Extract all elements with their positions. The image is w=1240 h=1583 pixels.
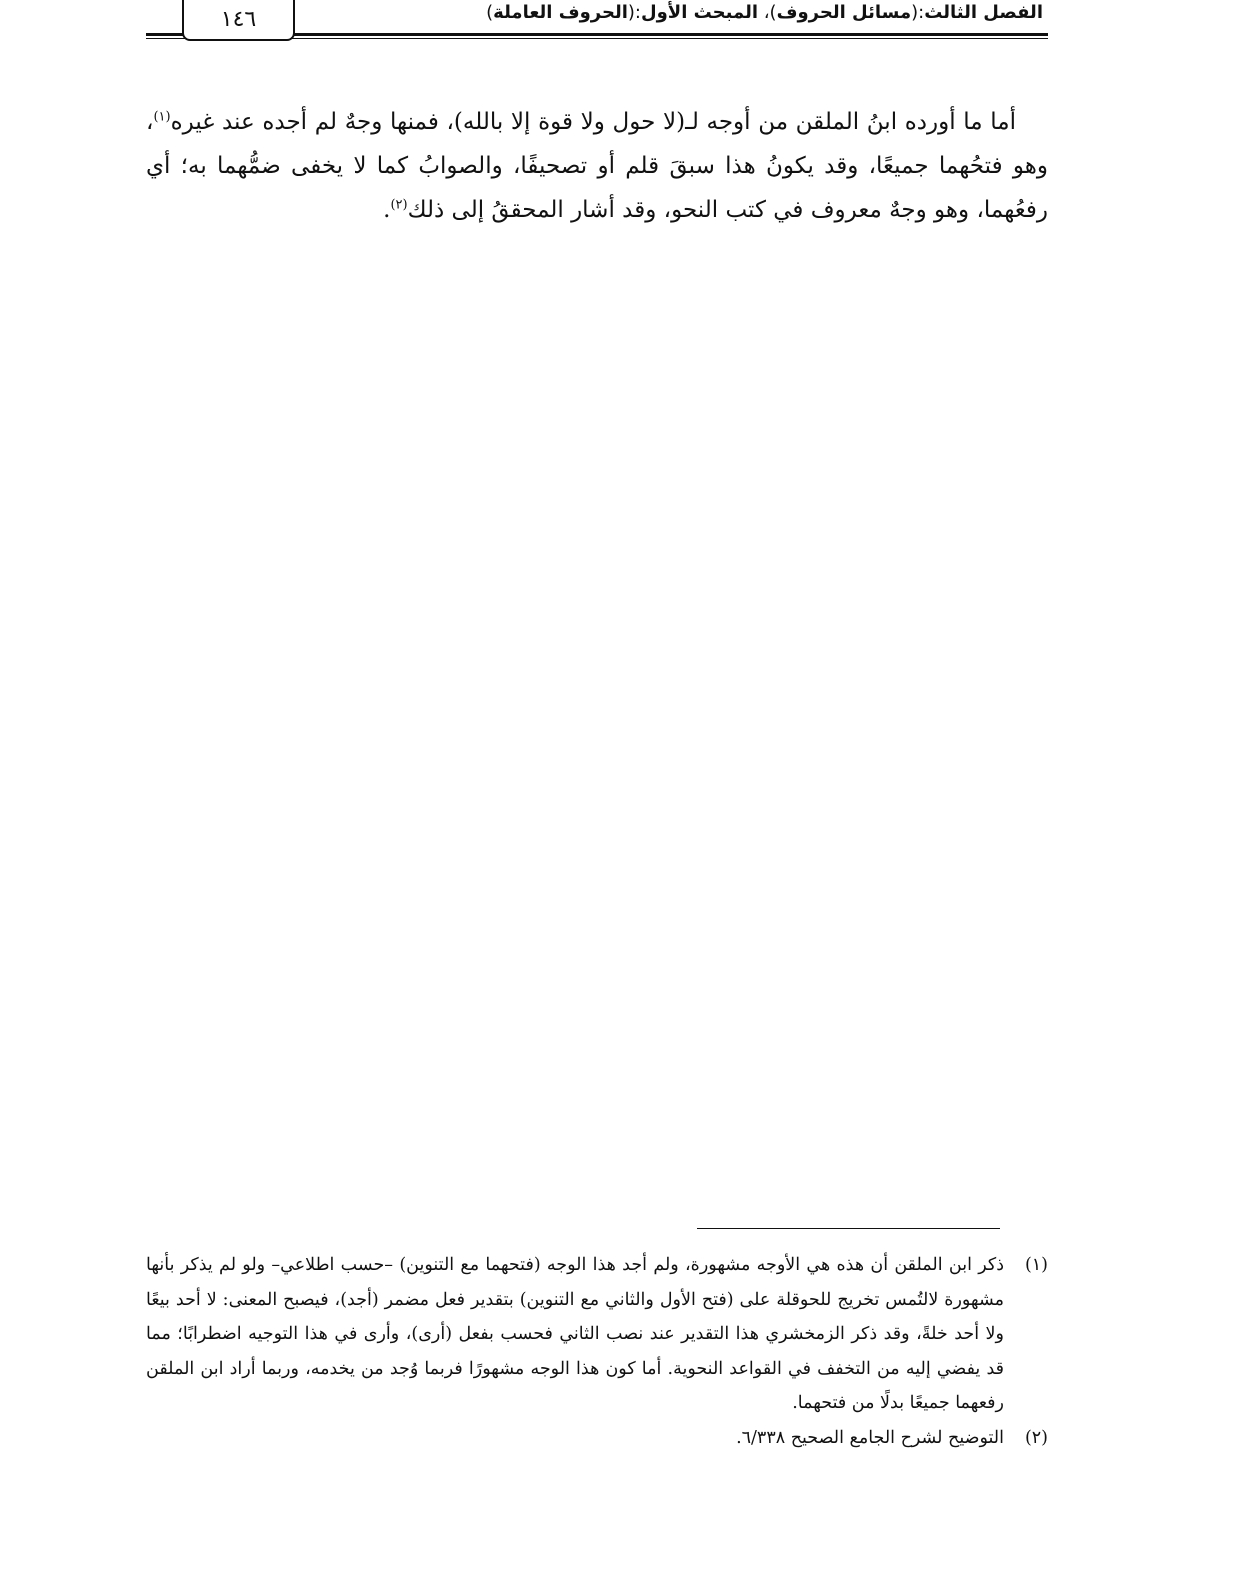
footnote-1 [146, 1248, 1048, 1421]
header-separator: :( [911, 2, 925, 23]
header-title [486, 2, 1043, 23]
paragraph [146, 100, 1048, 232]
footnote-reference-2: (٢) [390, 197, 408, 213]
page-number: ١٤٦ [182, 0, 295, 41]
footnote-number: (١) [1024, 1255, 1048, 1275]
paragraph-text: ، وهو فتحُهما جميعًا، وقد يكونُ هذا سبقَ قلم أو تصحيفًا، والصوابُ كما لا يخفى ضمُّهما به؛ أي رفعُهما، وهو وجهٌ معروف في كتب النحو، وقد أشار المحققُ إلى ذلك [146, 109, 1048, 223]
footnote-text: التوضيح لشرح الجامع الصحيح ٦/٣٣٨. [736, 1427, 1004, 1448]
paragraph-text: . [383, 197, 391, 223]
paragraph-text: أما ما أورده ابنُ الملقن من أوجه لـ(لا حول ولا قوة إلا بالله)، فمنها وجهٌ لم أجده عند غيره [170, 109, 1016, 135]
header-subtopic: الحروف العاملة [493, 2, 628, 23]
header-separator: ) [486, 2, 494, 23]
main-paragraph [146, 100, 1048, 232]
footnote-reference-1: (١) [153, 109, 171, 125]
footnote-2 [146, 1421, 1048, 1456]
footnotes [146, 1248, 1048, 1455]
footnote-separator [697, 1228, 1000, 1229]
header-topic: مسائل الحروف [776, 2, 912, 23]
header-subsection: المبحث الأول [640, 2, 759, 23]
footnote-text: ذكر ابن الملقن أن هذه هي الأوجه مشهورة، ولم أجد هذا الوجه (فتحهما مع التنوين) –حسب اطلاعي– ولو لم يذكر بأنها مشهورة لالتُمس تخريج للحوقلة على (فتح الأول والثاني مع التنوين) بتقدير فعل مضمر (أجد)، فيصبح المعنى: لا أحد بيعًا ولا أحد خلةً، وقد ذكر الزمخشري هذا التقدير عند نصب الثاني فحسب بفعل (أرى)، وأرى في هذا التوجيه اضطرابًا؛ مما قد يفضي إليه من التخفف في القواعد النحوية. أما كون هذا الوجه مشهورًا فربما وُجد من يخدمه، وربما أراد ابن الملقن رفعهما جميعًا بدلًا من فتحهما. [146, 1255, 1004, 1413]
header-separator: )، [758, 2, 777, 23]
footnote-number: (٢) [1024, 1427, 1048, 1448]
running-header [0, 0, 1240, 60]
header-chapter: الفصل الثالث [924, 2, 1043, 23]
header-separator: :( [627, 2, 641, 23]
